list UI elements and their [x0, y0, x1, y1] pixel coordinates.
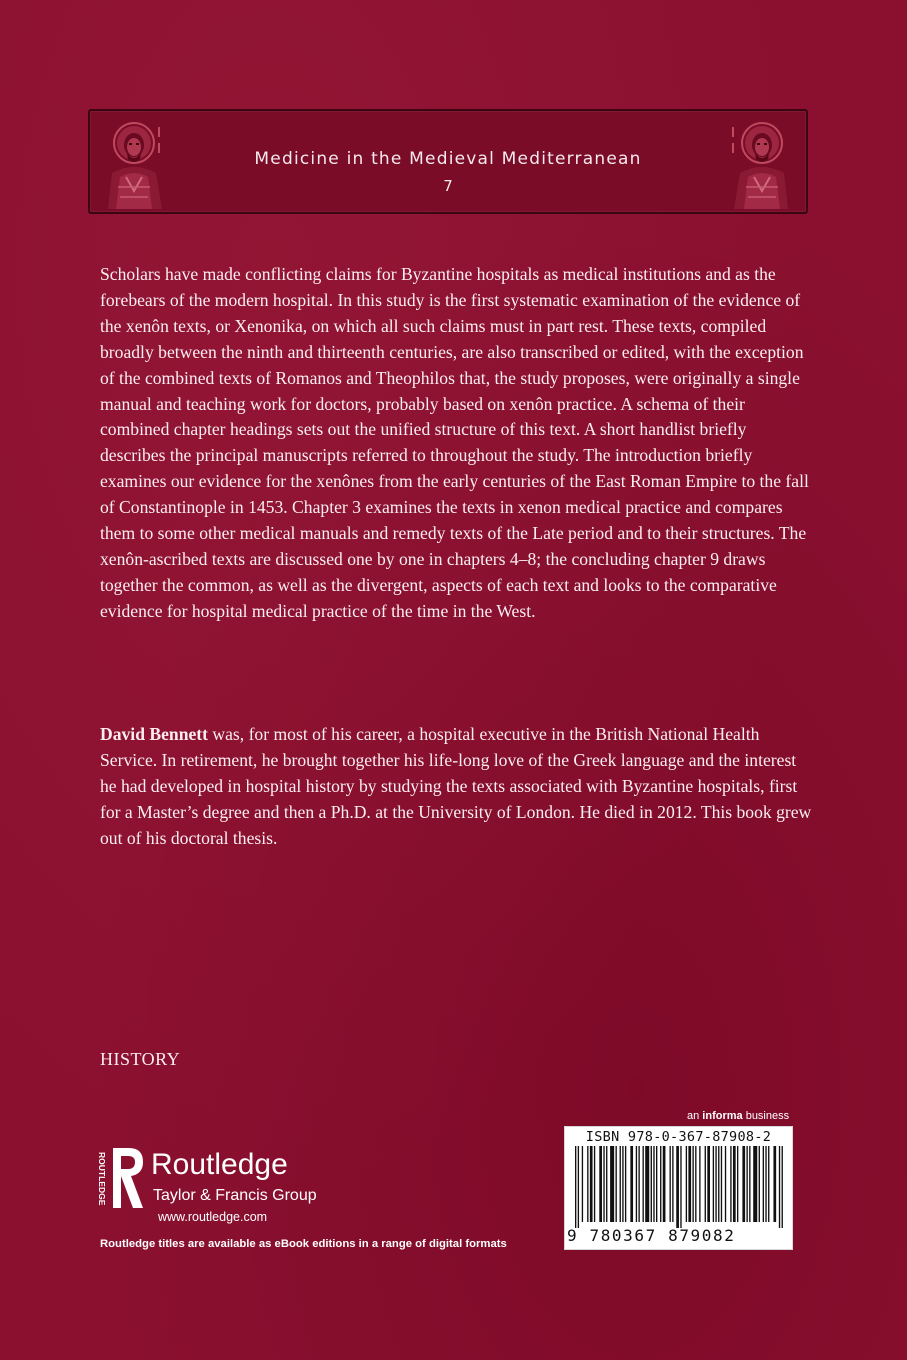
barcode-bar — [638, 1146, 639, 1222]
barcode-bar — [676, 1146, 679, 1228]
barcode-bar — [742, 1146, 745, 1222]
barcode-bar — [692, 1146, 693, 1222]
barcode-bar — [625, 1146, 626, 1222]
barcode-bar — [651, 1146, 652, 1222]
barcode-bar — [620, 1146, 621, 1222]
barcode-bar — [730, 1146, 731, 1222]
barcode-bar — [715, 1146, 716, 1222]
barcode-bar — [663, 1146, 666, 1222]
informa-prefix: an — [687, 1110, 703, 1122]
author-name: David Bennett — [100, 724, 209, 744]
barcode-bar — [705, 1146, 706, 1222]
book-description: Scholars have made conflicting claims for Byzantine hospitals as medical institutions and as the forebears of the modern hospital. In this study is the first systematic examination of the evidence of the xenôn texts, or Xenonika, on which all such claims must in part rest. These texts, compiled broadly between the ninth and thirteenth centuries, are also transcribed or edited, with the exception of the combined texts of Romanos and Theophilos that, the study proposes, were originally a single manual and teaching work for doctors, probably based on xenôn practice. A schema of their combined chapter headings sets out the unified structure of this text. A short handlist briefly describes the principal manuscripts referred to throughout the study. The introduction briefly examines our evidence for the xenônes from the early centuries of the East Roman Empire to the fall of Constantinople in 1453. Chapter 3 examines the texts in xenon medical practice and compares them to some other medical manuals and remedy texts of the Late period and to their structures. The xenôn-ascribed texts are discussed one by one in chapters 4–8; the concluding chapter 9 draws together the common, as well as the divergent, aspects of each text and looks to the comparative evidence for hospital medical practice of the time in the West. — [100, 264, 809, 621]
barcode-bar — [721, 1146, 722, 1222]
barcode-bar — [645, 1146, 649, 1222]
barcode-bar — [575, 1146, 576, 1228]
barcode-bar — [749, 1146, 750, 1222]
informa-tagline — [687, 1110, 789, 1122]
barcode-bar — [688, 1146, 691, 1222]
barcode-bar — [680, 1146, 681, 1228]
barcode-bar — [610, 1146, 614, 1222]
barcode-bar — [630, 1146, 633, 1222]
barcode-bar — [782, 1146, 783, 1228]
barcode-bar — [656, 1146, 657, 1222]
barcode-bar — [765, 1146, 766, 1222]
barcode-bar — [725, 1146, 726, 1222]
author-bio — [100, 722, 812, 852]
ean-digits: 9 780367 879082 — [567, 1226, 736, 1245]
barcode-bar — [773, 1146, 776, 1222]
subject-category: HISTORY — [100, 1049, 181, 1069]
saint-icon-right — [724, 117, 796, 209]
barcode-bar — [768, 1146, 769, 1222]
barcode-bar — [653, 1146, 654, 1222]
publisher-group: Taylor & Francis Group — [153, 1187, 317, 1204]
barcode-bar — [699, 1146, 700, 1222]
barcode-bar — [643, 1146, 644, 1222]
routledge-logo-icon — [95, 1142, 147, 1214]
barcode-bar — [686, 1146, 687, 1222]
barcode-bar — [737, 1146, 738, 1222]
ebook-availability-note: Routledge titles are available as eBook editions in a range of digital formats — [100, 1238, 507, 1250]
barcode-bar — [660, 1146, 661, 1222]
barcode-bar — [599, 1146, 602, 1222]
publisher-url: www.routledge.com — [158, 1210, 268, 1224]
barcode-bar — [713, 1146, 714, 1222]
barcode-bar — [578, 1146, 579, 1228]
barcode-bar — [622, 1146, 623, 1222]
barcode-bar — [746, 1146, 747, 1222]
barcode-bar — [594, 1146, 595, 1222]
barcode-bar — [606, 1146, 607, 1222]
barcode-bar — [707, 1146, 710, 1222]
barcode-bar — [587, 1146, 588, 1222]
barcode-bar — [603, 1146, 604, 1222]
barcode-bar — [672, 1146, 673, 1222]
isbn-barcode — [564, 1126, 793, 1250]
routledge-logo-lettering: ROUTLEDGE — [97, 1152, 107, 1206]
barcode-bar — [753, 1146, 757, 1222]
barcode-bars — [569, 1146, 788, 1228]
series-number: 7 — [443, 177, 453, 195]
series-title: Medicine in the Medieval Mediterranean — [254, 149, 642, 169]
barcode-bar — [670, 1146, 671, 1222]
author-bio-text: was, for most of his career, a hospital executive in the British National Health Service. In retirement, he brought together his life-long love of the Greek language and the interest he had developed in hospital history by studying the texts associated with Byzantine hospitals, first for a Master’s degree and then a Ph.D. at the University of London. He died in 2012. This book grew out of his doctoral thesis. — [100, 724, 812, 848]
informa-brand: informa — [702, 1110, 743, 1122]
barcode-bar — [763, 1146, 764, 1222]
barcode-bar — [779, 1146, 780, 1228]
series-banner — [88, 109, 808, 214]
barcode-bar — [636, 1146, 637, 1222]
barcode-bar — [733, 1146, 736, 1222]
barcode-bar — [590, 1146, 593, 1222]
barcode-bar — [695, 1146, 696, 1222]
barcode-bar — [616, 1146, 617, 1222]
barcode-bar — [759, 1146, 760, 1222]
barcode-bar — [718, 1146, 719, 1222]
publisher-name: Routledge — [151, 1148, 288, 1181]
isbn-label: ISBN 978-0-367-87908-2 — [585, 1129, 772, 1145]
barcode-bar — [582, 1146, 583, 1222]
informa-suffix: business — [742, 1110, 790, 1122]
